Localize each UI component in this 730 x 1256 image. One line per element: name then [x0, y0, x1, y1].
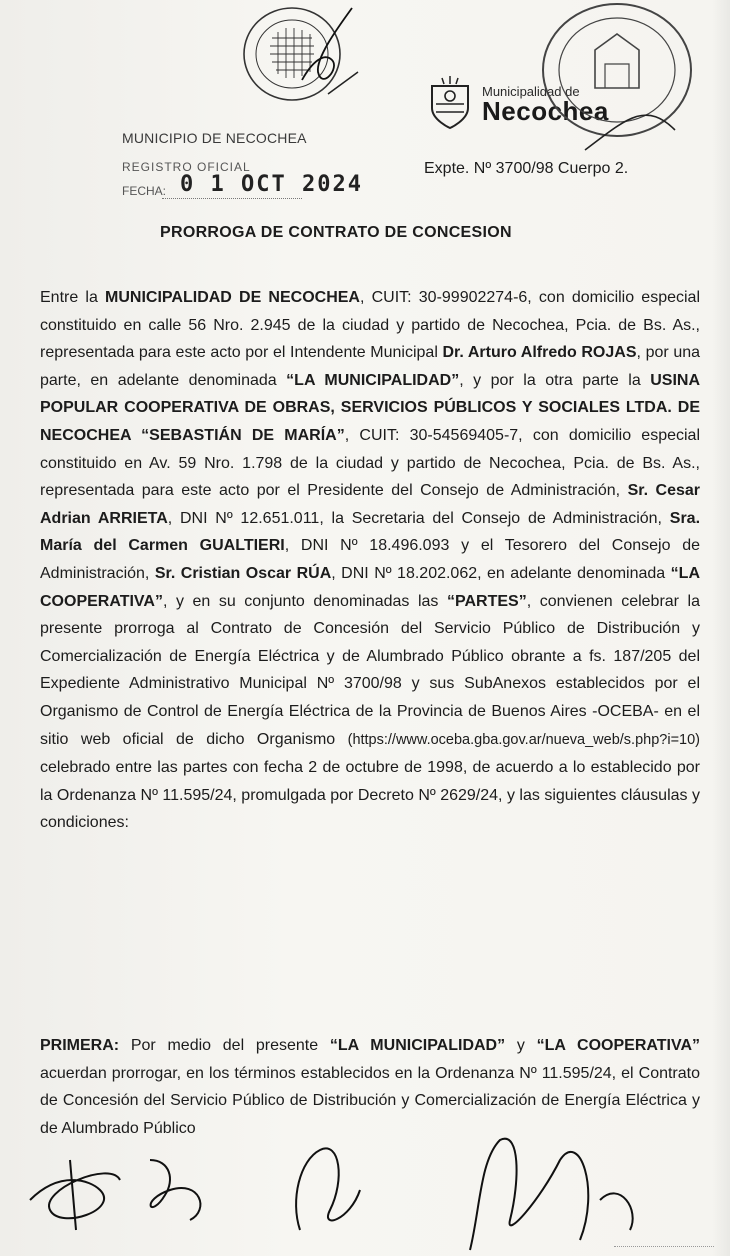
registry-dotline: [162, 198, 302, 199]
signature-4: [470, 1139, 588, 1250]
registry-date: 0 1 OCT 2024: [180, 172, 363, 197]
signatures: [0, 1120, 730, 1256]
notary-seal: [232, 2, 360, 106]
official-registry-stamp: [122, 122, 382, 212]
signature-3: [296, 1148, 360, 1230]
paragraph-primera: PRIMERA: Por medio del presente “LA MUNICIPALIDAD” y “LA COOPERATIVA” acuerdan prorrogar, en los términos establecidos en la Ordenanza Nº 11.595/24, el Contrato de Concesión del Servicio Público de Distribución y Comercialización de Energía Eléctrica y de Alumbrado Público: [40, 1037, 700, 1137]
signature-2: [150, 1160, 200, 1220]
coat-of-arms-icon: [424, 74, 476, 130]
case-number: Expte. Nº 3700/98 Cuerpo 2.: [424, 160, 629, 177]
signature-1: [30, 1160, 120, 1230]
document-title: PRORROGA DE CONTRATO DE CONCESION: [160, 224, 512, 241]
legal-secretariat-seal: [525, 0, 705, 160]
registry-municipality: MUNICIPIO DE NECOCHEA: [122, 130, 307, 146]
paragraph-parties: Entre la MUNICIPALIDAD DE NECOCHEA, CUIT: 30-99902274-6, con domicilio especial constituido en calle 56 Nro. 2.945 de la ciudad y partido de Necochea, Pcia. de Bs. As., representada para este acto por el Intendente Municipal Dr. Arturo Alfredo ROJAS, por una parte, en adelante denominada “LA MUNICIPALIDAD”, y por la otra parte la USINA POPULAR COOPERATIVA DE OBRAS, SERVICIOS PÚBLICOS Y SOCIALES LTDA. DE NECOCHEA “SEBASTIÁN DE MARÍA”, CUIT: 30-54569405-7, con domicilio especial constituido en Av. 59 Nro. 1.798 de la ciudad y partido de Necochea, Pcia. de Bs. As., representada para este acto por el Presidente del Consejo de Administración, Sr. Cesar Adrian ARRIETA, DNI Nº 12.651.011, la Secretaria del Consejo de Administración, Sra. María del Carmen GUALTIERI, DNI Nº 18.496.093 y el Tesorero del Consejo de Administración, Sr. Cristian Oscar RÚA, DNI Nº 18.202.062, en adelante denominada “LA COOPERATIVA”, y en su conjunto denominadas las “PARTES”, convienen celebrar la presente prorroga al Contrato de Concesión del Servicio Público de Distribución y Comercialización de Energía Eléctrica y de Alumbrado Público obrante a fs. 187/205 del Expediente Administrativo Municipal Nº 3700/98 y sus SubAnexos establecidos por el Organismo de Control de Energía Eléctrica de la Provincia de Buenos Aires -OCEBA- en el sitio web oficial de dicho Organismo (https://www.oceba.gba.gov.ar/nueva_web/s.php?i=10) celebrado entre las partes con fecha 2 de octubre de 1998, de acuerdo a lo establecido por la Ordenanza Nº 11.595/24, promulgada por Decreto Nº 2629/24, y las siguientes cláusulas y condiciones:: [40, 289, 701, 832]
oceba-url: (https://www.oceba.gba.gov.ar/nueva_web/s.php?i=10): [347, 731, 700, 748]
registry-date-label: FECHA:: [122, 184, 167, 198]
logo-title: Necochea: [482, 96, 609, 126]
page-edge-shadow: [712, 0, 730, 1256]
footer-dotline: [614, 1246, 714, 1247]
registry-label: REGISTRO OFICIAL: [122, 160, 251, 174]
logo-subtitle: Municipalidad de: [482, 84, 580, 99]
